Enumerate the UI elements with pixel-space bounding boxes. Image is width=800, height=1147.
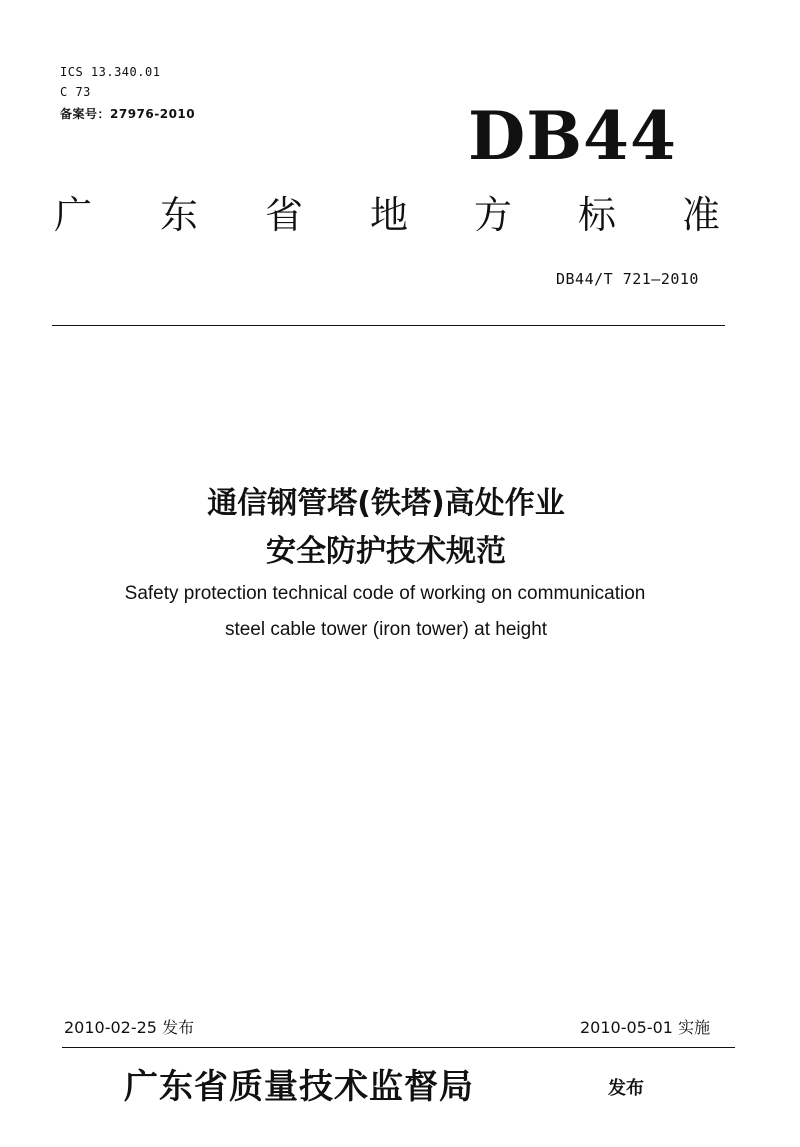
standard-type-char: 省 (265, 193, 304, 237)
standard-type-char: 准 (682, 193, 721, 237)
title-english-line-2: steel cable tower (iron tower) at height (224, 619, 548, 640)
issuing-authority: 广东省质量技术监督局 (124, 1067, 474, 1107)
standard-code-mark: DB44 (468, 97, 677, 175)
title-english-line-1: Safety protection technical code of working on communication (124, 583, 646, 604)
implementation-date: 2010-05-01 实施 (580, 1018, 711, 1037)
standard-type-char: 广 (54, 193, 93, 237)
classification-code: C 73 (60, 85, 91, 99)
standard-type-char: 方 (474, 193, 513, 237)
issuer-suffix: 发布 (608, 1078, 644, 1099)
title-chinese-line-2: 安全防护技术规范 (266, 534, 506, 569)
standard-type-char: 标 (578, 193, 617, 237)
standard-number: DB44/T 721—2010 (556, 270, 699, 288)
standard-type-char: 东 (160, 193, 199, 237)
title-chinese-line-1: 通信钢管塔(铁塔)高处作业 (207, 486, 565, 521)
top-divider (52, 325, 725, 326)
bottom-divider (62, 1047, 735, 1048)
registration-number: 备案号：27976-2010 (60, 107, 196, 121)
standard-type-heading (40, 190, 740, 240)
ics-code: ICS 13.340.01 (60, 65, 161, 79)
standard-type-char: 地 (370, 193, 409, 237)
issue-date: 2010-02-25 发布 (64, 1018, 195, 1037)
